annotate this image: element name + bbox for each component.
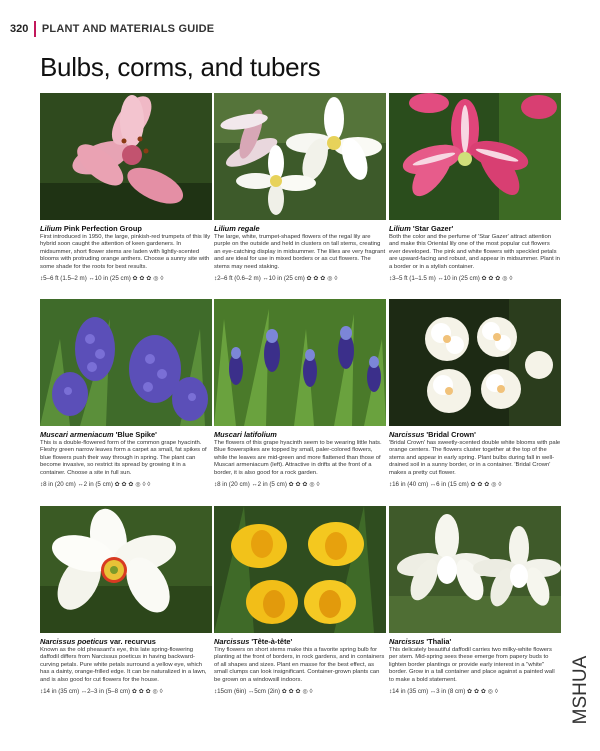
entry-lilium-regale [214, 224, 386, 282]
entry-title: Lilium regale [214, 224, 260, 233]
photo-narcissus-poeticus [40, 506, 212, 633]
entry-title: Narcissus poeticus var. recurvus [40, 637, 156, 646]
entry-lilium-pink-perfection [40, 224, 212, 282]
entry-specs: ↕8 in (20 cm) ↔2 in (5 cm) ✿ ✿ ✿ ◎ ◊ ◊ [40, 481, 151, 489]
entry-title: Narcissus 'Tête-à-tête' [214, 637, 293, 646]
entry-narcissus-thalia [389, 637, 559, 695]
entry-description: 'Bridal Crown' has sweetly-scented double white blooms with pale orange centers. The flowers cluster together at the top of the stems and appear in early spring. Plant bulbs during fall in well-drained soil in a sunny border, or in a container. 'Bridal Crown' makes a pretty cut flower. [389, 440, 561, 476]
photo-lilium-star-gazer [389, 93, 561, 220]
page-header [10, 22, 214, 36]
page-number: 320 [10, 23, 29, 35]
entry-muscari-blue-spike [40, 430, 212, 488]
entry-specs: ↕15cm (6in) ↔5cm (2in) ✿ ✿ ✿ ◎ ◊ [214, 688, 313, 696]
entry-specs: ↕14 in (35 cm) ↔2–3 in (5–8 cm) ✿ ✿ ✿ ◎ ◊ [40, 688, 163, 696]
photo-narcissus-tete-a-tete [214, 506, 386, 633]
entry-description: Known as the old pheasant's eye, this late spring-flowering daffodil differs from Narcissus poeticus in having backward-curving petals. Pure white petals surround a yellow eye, which has a dainty, orange-frilled edge. It can be naturalized in a lawn, and is also good for cut flowers for the house. [40, 647, 207, 683]
entry-title: Lilium 'Star Gazer' [389, 224, 454, 233]
photo-narcissus-thalia [389, 506, 561, 633]
entry-description: Both the color and the perfume of 'Star Gazer' attract attention and make this Oriental lily one of the most popular cut flowers ever developed. The pink and white flowers with speckled petals are upward-facing and robust, and appear in midsummer. Plant in a border or in a stylish container. [389, 234, 560, 270]
photo-narcissus-bridal-crown [389, 299, 561, 426]
entry-specs: ↕14 in (35 cm) ↔3 in (8 cm) ✿ ✿ ✿ ◎ ◊ [389, 688, 498, 696]
entry-description: This is a double-flowered form of the common grape hyacinth. Fleshy green narrow leaves form a carpet as small, fat spikes of blue flowers push their way through in spring. The plant can become invasive, so restrict its spread by growing it in a container. Choose a site in full sun. [40, 440, 207, 476]
entry-title: Narcissus 'Thalia' [389, 637, 452, 646]
entry-narcissus-bridal-crown [389, 430, 561, 488]
page-title: Bulbs, corms, and tubers [40, 52, 321, 82]
photo-muscari-latifolium [214, 299, 386, 426]
entry-specs: ↕5–6 ft (1.5–2 m) ↔10 in (25 cm) ✿ ✿ ✿ ◎ ◊ [40, 275, 164, 283]
watermark [569, 640, 593, 740]
photo-lilium-pink-perfection [40, 93, 212, 220]
section-title: PLANT AND MATERIALS GUIDE [41, 23, 215, 35]
entry-description: First introduced in 1950, the large, pinkish-red trumpets of this lily hybrid soon caught the attention of keen gardeners. In midsummer, short flower stems are laden with lightly-scented blooms with protruding orange anthers. Choose a sunny site with some shade for the roots for best results. [40, 234, 211, 270]
photo-muscari-blue-spike [40, 299, 212, 426]
entry-title: Muscari armeniacum 'Blue Spike' [40, 430, 157, 439]
entry-description: The flowers of this grape hyacinth seem to be wearing little hats. Blue flowerspikes are topped by small, paler-colored flowers, while the leaves are mid-green and more flattened than those of Muscari armeniacum (left). Attractive in drifts at the front of a border, it is also good for a rock garden. [214, 440, 382, 476]
entry-description: The large, white, trumpet-shaped flowers of the regal lily are purple on the outside and held in clusters on tall stems, creating an eye-catching display in midsummer. The lilies are very fragrant and are ideal for use in mixed borders or as cut flowers. The stems may need staking. [214, 234, 386, 270]
entry-title: Lilium Pink Perfection Group [40, 224, 142, 233]
watermark-text: MSHUA [570, 655, 592, 725]
entry-specs: ↕2–6 ft (0.6–2 m) ↔10 in (25 cm) ✿ ✿ ✿ ◎ ◊ [214, 275, 338, 283]
photo-lilium-regale [214, 93, 386, 220]
entry-description: This delicately beautiful daffodil carries two milky-white flowers per stem. Mid-spring sees these emerge from papery buds to lighten border plantings or provide early interest in a "white" border. Grow in a tall container and place against a painted wall to make a bold statement. [389, 647, 555, 683]
entry-lilium-star-gazer [389, 224, 561, 282]
entry-title: Narcissus 'Bridal Crown' [389, 430, 476, 439]
entry-specs: ↕16 in (40 cm) ↔6 in (15 cm) ✿ ✿ ✿ ◎ ◊ [389, 481, 502, 489]
entry-specs: ↕8 in (20 cm) ↔2 in (5 cm) ✿ ✿ ✿ ◎ ◊ [214, 481, 320, 489]
entry-narcissus-tete-a-tete [214, 637, 386, 695]
entry-title: Muscari latifolium [214, 430, 277, 439]
entry-description: Tiny flowers on short stems make this a favorite spring bulb for planting at the front of borders, in rock gardens, and in containers of all shapes and sizes. Plant en masse for the best effect, as small clumps can look insignificant. Container-grown plants can be grown on a windowsill indoors. [214, 647, 385, 683]
entry-specs: ↕3–5 ft (1–1.5 m) ↔10 in (25 cm) ✿ ✿ ✿ ◎ ◊ [389, 275, 513, 283]
entry-muscari-latifolium [214, 430, 386, 488]
entry-narcissus-poeticus [40, 637, 212, 695]
header-divider [34, 21, 36, 37]
